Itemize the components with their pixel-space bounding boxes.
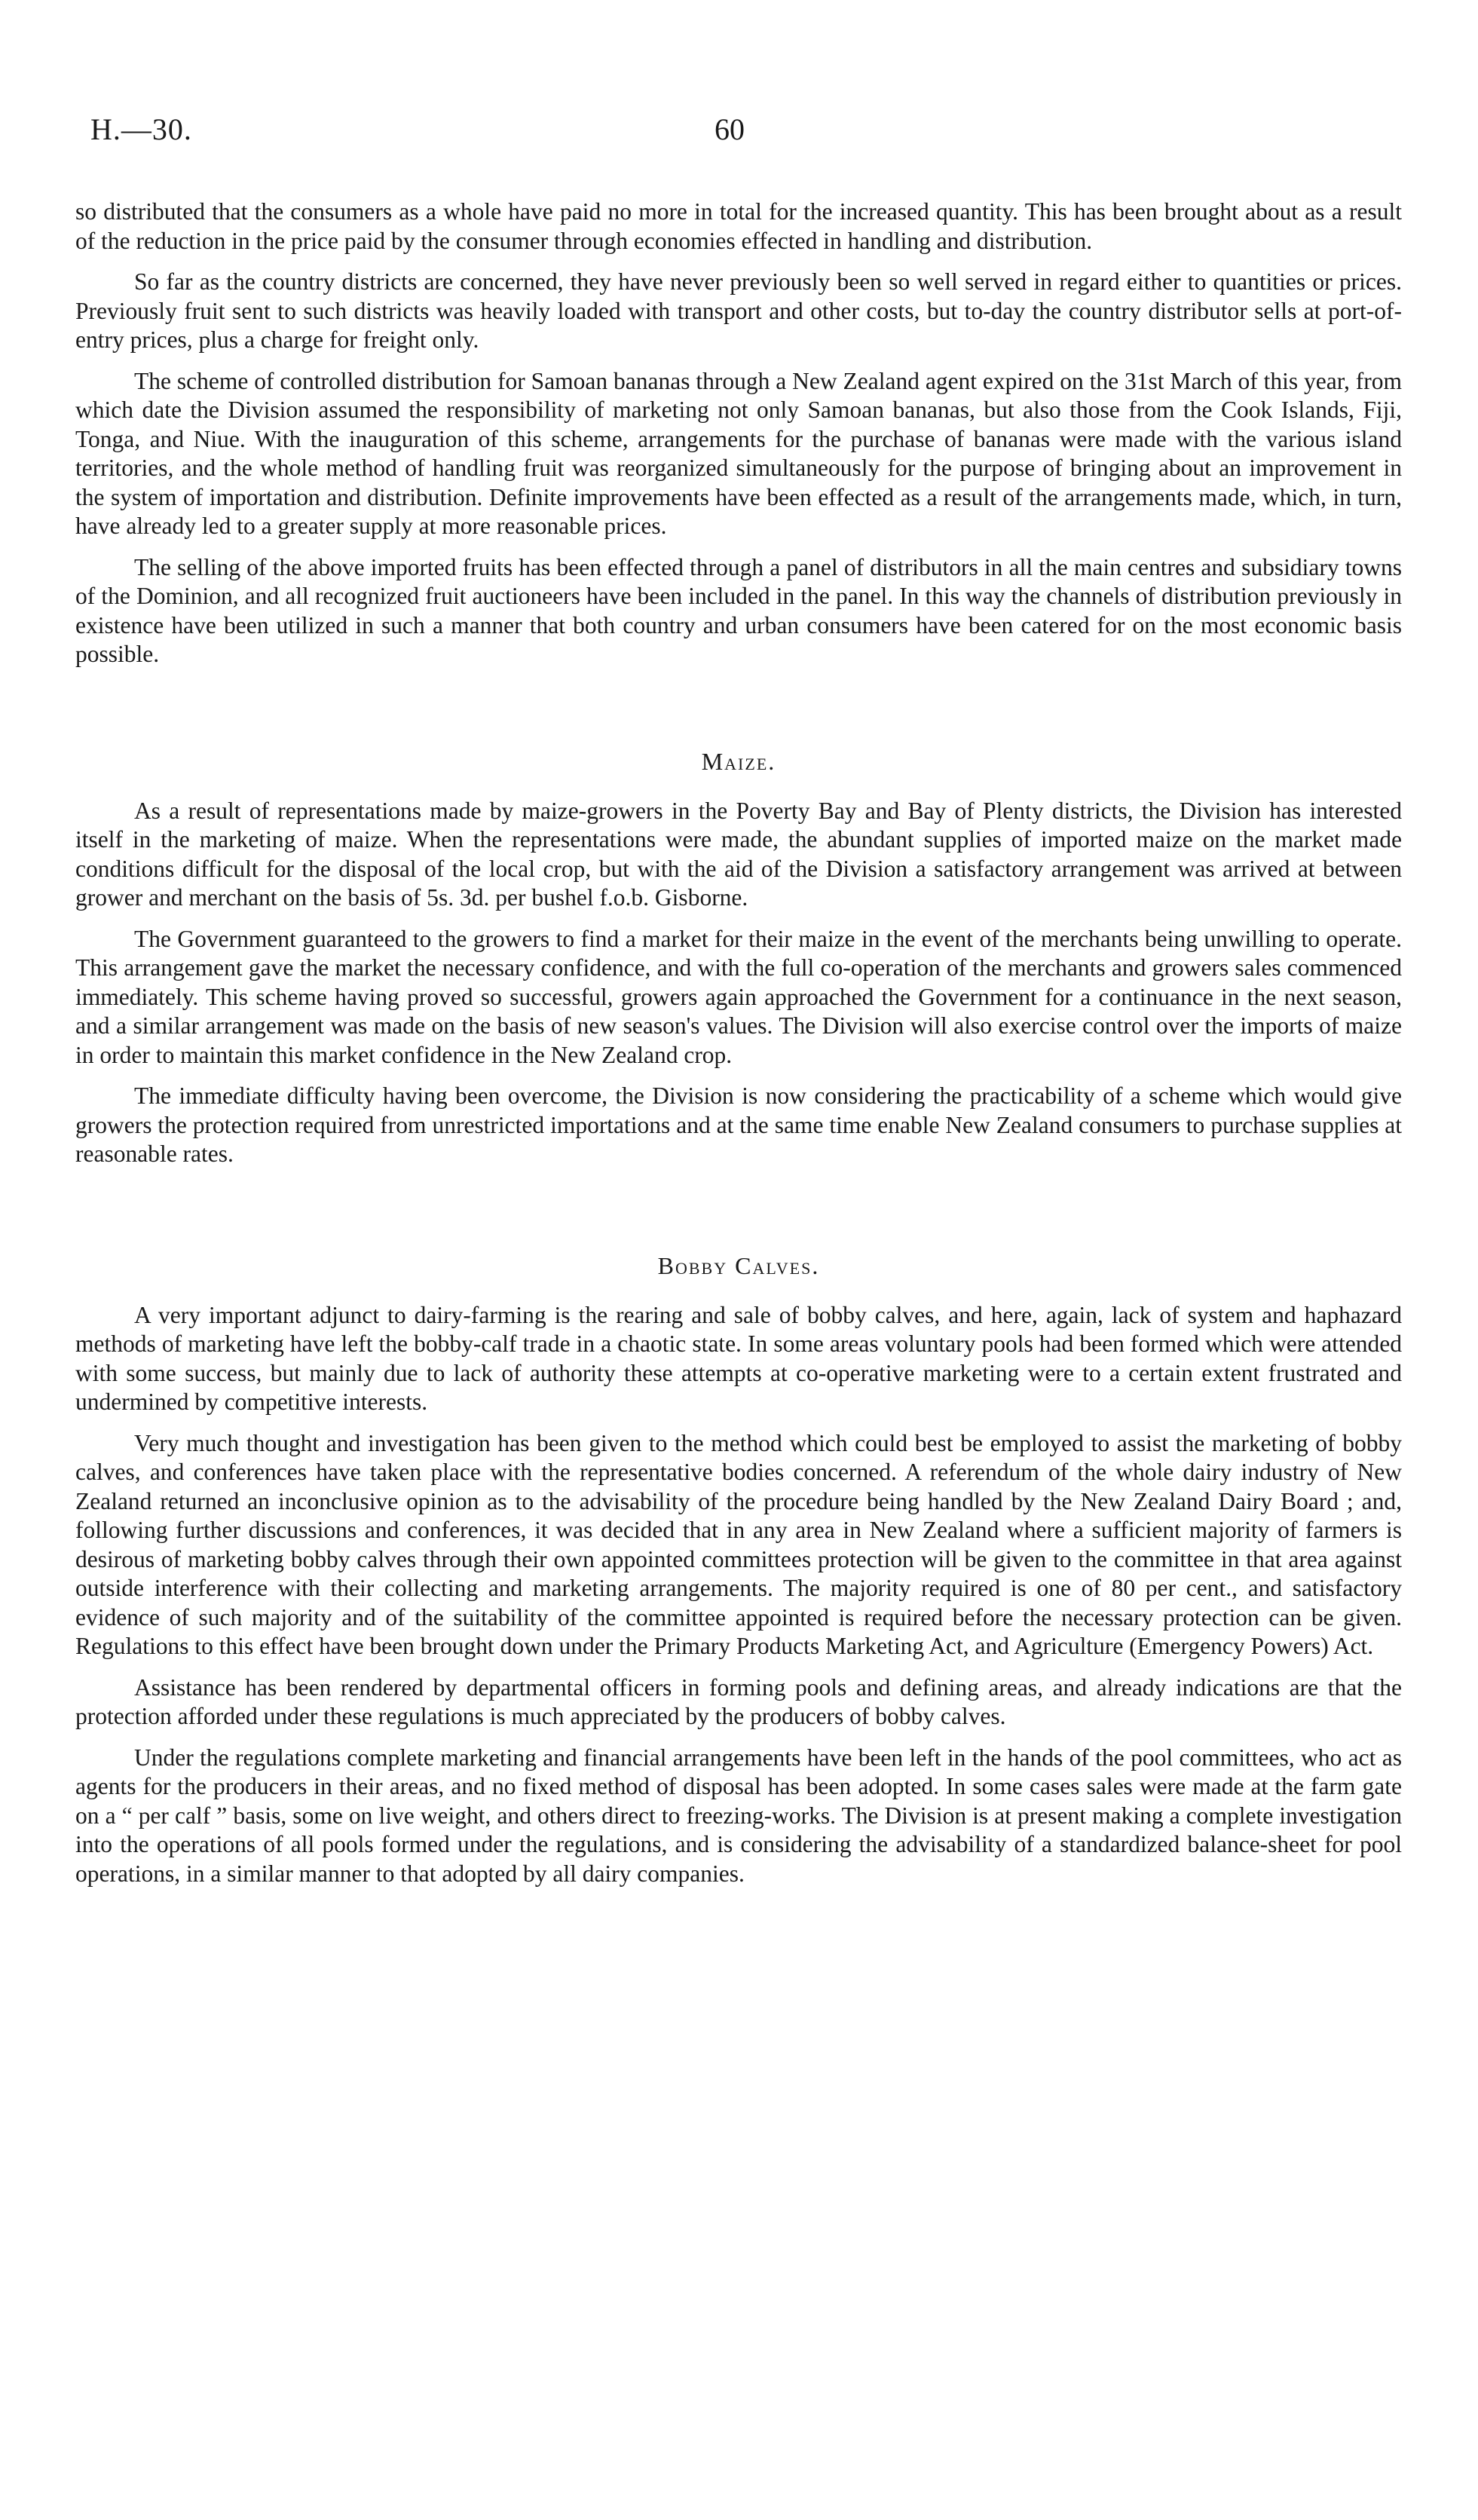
paragraph: The immediate difficulty having been overcome, the Division is now considering the practicability of a scheme which would give growers the protection required from unrestricted importations and at the same time enable New Zealand consumers to purchase supplies at reasonable rates. xyxy=(75,1082,1402,1167)
page-header xyxy=(0,112,1478,157)
paragraph: The Government guaranteed to the growers to find a market for their maize in the event of the merchants being unwilling to operate. This arrangement gave the market the necessary confidence, and with the full co-operation of the merchants and growers sales commenced immediately. This scheme having proved so successful, growers again approached the Government for a continuance in the next season, and a similar arrangement was made on the basis of new season's values. The Division will also exercise control over the imports of maize in order to maintain this market confidence in the New Zealand crop. xyxy=(75,925,1402,1068)
paragraph: Under the regulations complete marketing and financial arrangements have been left in the hands of the pool committees, who act as agents for the producers in their areas, and no fixed method of disposal has been adopted. In some cases sales were made at the farm gate on a “ per calf ” basis, some on live weight, and others direct to freezing-works. The Division is at present making a complete investigation into the operations of all pools formed under the regulations, and is considering the advisability of a standardized balance-sheet for pool operations, in a similar manner to that adopted by all dairy companies. xyxy=(75,1744,1402,1887)
body-text xyxy=(75,197,1402,1900)
section-fruit-distribution xyxy=(75,197,1402,669)
page-number: 60 xyxy=(715,112,745,146)
paragraph: so distributed that the consumers as a whole have paid no more in total for the increased quantity. This has been brought about as a result of the reduction in the price paid by the consumer through economies effected in handling and distribution. xyxy=(75,198,1402,254)
document-code: H.—30. xyxy=(90,112,192,146)
paragraph: Assistance has been rendered by departmental officers in forming pools and defining areas, and already indications are that the protection afforded under these regulations is much appreciated by the producers of bobby calves. xyxy=(75,1673,1402,1729)
paragraph: The scheme of controlled distribution for Samoan bananas through a New Zealand agent expired on the 31st March of this year, from which date the Division assumed the responsibility of marketing not only Samoan bananas, but also those from the Cook Islands, Fiji, Tonga, and Niue. With the inauguration of this scheme, arrangements for the purchase of bananas were made with the various island territories, and the whole method of handling fruit was reorganized simultaneously for the purpose of bringing about an improvement in the system of importation and distribution. Definite improvements have been effected as a result of the arrangements made, which, in turn, have already led to a greater supply at more reasonable prices. xyxy=(75,367,1402,539)
paragraph: Very much thought and investigation has been given to the method which could best be employed to assist the marketing of bobby calves, and conferences have taken place with the representative bodies concerned. A referendum of the whole dairy industry of New Zealand returned an inconclusive opinion as to the advisability of the procedure being handled by the New Zealand Dairy Board ; and, following further discussions and conferences, it was decided that in any area in New Zealand where a sufficient majority of farmers is desirous of marketing bobby calves through their own appointed committees protection will be given to the committee in that area against outside interference with their collecting and marketing arrangements. The majority required is one of 80 per cent., and satisfactory evidence of such majority and of the suitability of the committee appointed is required before the necessary protection can be given. Regulations to this effect have been brought down under the Primary Products Marketing Act, and Agriculture (Emergency Powers) Act. xyxy=(75,1429,1402,1659)
section-maize xyxy=(75,748,1402,1169)
section-heading-bobby-calves: Bobby Calves. xyxy=(657,1251,820,1279)
section-bobby-calves xyxy=(75,1252,1402,1889)
section-heading-maize: Maize. xyxy=(701,747,776,775)
paragraph: A very important adjunct to dairy-farming is the rearing and sale of bobby calves, and here, again, lack of system and haphazard methods of marketing have left the bobby-calf trade in a chaotic state. In some areas voluntary pools had been formed which were attended with some success, but mainly due to lack of authority these attempts at co-operative marketing were to a certain extent frustrated and undermined by competitive interests. xyxy=(75,1301,1402,1415)
paragraph: So far as the country districts are concerned, they have never previously been so well served in regard either to quantities or prices. Previously fruit sent to such districts was heavily loaded with transport and other costs, but to-day the country distributor sells at port-of-entry prices, plus a charge for freight only. xyxy=(75,268,1402,353)
paragraph: As a result of representations made by maize-growers in the Poverty Bay and Bay of Plenty districts, the Division has interested itself in the marketing of maize. When the representations were made, the abundant supplies of imported maize on the market made conditions difficult for the disposal of the local crop, but with the aid of the Division a satisfactory arrangement was arrived at between grower and merchant on the basis of 5s. 3d. per bushel f.o.b. Gisborne. xyxy=(75,797,1402,911)
paragraph: The selling of the above imported fruits has been effected through a panel of distributors in all the main centres and subsidiary towns of the Dominion, and all recognized fruit auctioneers have been included in the panel. In this way the channels of distribution previously in existence have been utilized in such a manner that both country and urban consumers have been catered for on the most economic basis possible. xyxy=(75,553,1402,667)
